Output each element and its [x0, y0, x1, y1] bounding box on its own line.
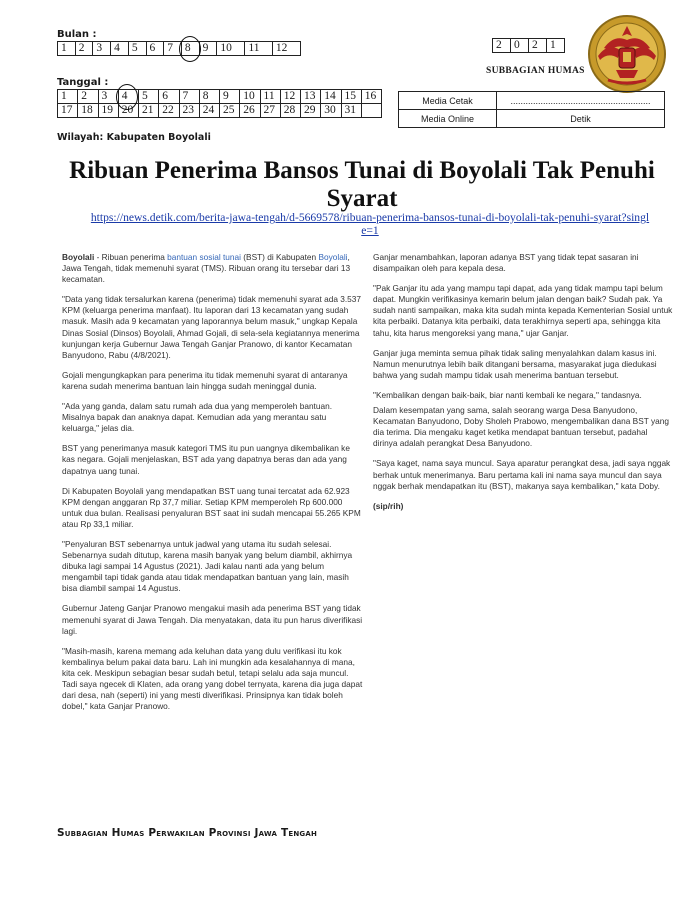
month-value: 4: [114, 42, 120, 54]
footer-text: Subbagian Humas Perwakilan Provinsi Jawa Tengah: [57, 827, 318, 839]
garuda-emblem-icon: [584, 10, 670, 96]
month-cell: [245, 42, 272, 56]
year-digit-value: 0: [514, 39, 520, 51]
date-value: 18: [81, 104, 93, 116]
date-value: 17: [61, 104, 73, 116]
date-cell: [179, 104, 199, 118]
date-value: 11: [263, 90, 275, 102]
subbagian-label: SUBBAGIAN HUMAS: [486, 66, 585, 76]
date-cell: [199, 90, 219, 104]
date-grid: [57, 89, 382, 118]
date-value: 14: [324, 90, 336, 102]
month-value: 7: [167, 42, 173, 54]
date-value: 8: [202, 90, 209, 102]
date-value: 20: [121, 104, 134, 116]
date-cell: [118, 90, 138, 104]
article-paragraph: Dalam kesempatan yang sama, salah seorang warga Desa Banyudono, Kecamatan Banyudono, Doby Sholeh Prabowo, mengembalikan dana BST yang dia terima. Dia mengaku kaget ketika mendapat bantuan tersebut, padahal dirinya adalah perangkat Desa Banyudono.: [373, 405, 669, 449]
date-value: 9: [223, 90, 229, 102]
lead-paragraph: [62, 252, 364, 285]
date-cell: [301, 104, 321, 118]
date-value: 16: [364, 90, 377, 102]
article-paragraph: "Masih-masih, karena memang ada keluhan data yang dulu verifikasi itu kok kembalinya belum pakai data baru. Lah ini mungkin ada kesalahannya di mana, kita cek. Meskipun sebagian besar sudah betul, tetapi selalu ada saja muncul. Tadi saya ngecek di Klaten, ada orang yang dobel ternyata, karena dia juga dapat dari desa, nah (seperti) ini yang mesti diverifikasi. Prinsipnya kan tidak boleh dobel," kata Ganjar Pranowo.: [62, 645, 363, 712]
date-value: 21: [142, 104, 154, 116]
date-cell: [58, 104, 78, 118]
date-cell: [260, 104, 280, 118]
month-value: 2: [78, 42, 85, 54]
date-cell: [98, 104, 118, 118]
year-digit-value: 2: [496, 39, 502, 51]
lead-text-2: (BST) di Kabupaten: [240, 252, 319, 262]
article-paragraph: Gojali mengungkapkan para penerima itu tidak memenuhi syarat di antaranya karena sudah menerima bantuan lain hingga sudah meninggal dunia.: [62, 369, 348, 391]
date-cell: [78, 104, 98, 118]
date-cell: [240, 104, 260, 118]
article-paragraph: Ganjar menambahkan, laporan adanya BST yang tidak tepat sasaran ini disampaikan oleh para kepala desa.: [373, 252, 639, 274]
date-cell: [240, 90, 260, 104]
month-value: 11: [248, 42, 260, 54]
month-cell: [272, 42, 300, 56]
date-cell: [199, 104, 219, 118]
date-value: 5: [142, 90, 148, 102]
article-left-column: [62, 252, 364, 721]
date-value: 12: [283, 90, 296, 102]
article-paragraph: Ganjar juga meminta semua pihak tidak saling menyalahkan dalam kasus ini. Namun menurutnya lebih baik ditangani bersama, masyarakat juga diedukasi bahwa yang sudah mampu tidak usah menerima bantuan tersebut.: [373, 347, 657, 380]
year-digit-cell: [529, 39, 547, 53]
date-cell: [139, 90, 159, 104]
date-cell: [159, 104, 179, 118]
boyolali-link[interactable]: Boyolali: [318, 252, 348, 262]
article-paragraph: BST yang penerimanya masuk kategori TMS itu pun uangnya dikembalikan ke kas negara. Gojali menjelaskan, BST ada yang dapatnya beras dan ada yang dapatnya uang tunai.: [62, 443, 350, 476]
date-cell: [321, 104, 341, 118]
media-table: [398, 91, 665, 128]
month-value: 12: [275, 42, 288, 54]
year-digit-value: 2: [532, 39, 538, 51]
lead-text-3: , Jawa Tengah, tidak memenuhi syarat (TMS). Ribuan orang itu tersebar dari 13 kecamatan.: [62, 252, 351, 285]
signoff: (sip/rih): [373, 500, 404, 511]
month-cell: [93, 42, 111, 56]
date-value: 25: [223, 104, 235, 116]
month-cell: [146, 42, 164, 56]
month-value: 5: [131, 42, 138, 54]
date-value: 24: [202, 104, 215, 116]
month-cell: [75, 42, 93, 56]
dateline: Boyolali: [62, 252, 95, 262]
date-empty-cell: [361, 104, 381, 118]
date-value: 31: [344, 104, 356, 116]
article-paragraph: "Pak Ganjar itu ada yang mampu tapi dapat, ada yang tidak mampu tapi belum dapat. Mungkin verifikasinya kemarin belum jalan dengan baik? Sudah pak. Ya sudah nanti sampaikan, maka kita sudah minta kepada Kementerian Sosial untuk kita perbaiki. Datanya kita perbaiki, data terakhirnya seperti apa, sehingga kita tahu, kita harus mengoreksi yang mana," ujar Ganjar.: [373, 283, 673, 338]
month-cell: [128, 42, 146, 56]
date-value: 2: [81, 90, 87, 102]
month-value: 9: [202, 42, 209, 54]
year-box: [492, 38, 565, 53]
year-digit-cell: [547, 39, 565, 53]
date-cell: [341, 90, 361, 104]
date-cell: [280, 90, 300, 104]
article-paragraph: "Ada yang ganda, dalam satu rumah ada dua yang memperoleh bantuan. Misalnya bapak dan anaknya dapat. Kemudian ada yang merantau satu keluarga," jelas dia.: [62, 401, 333, 434]
date-value: 19: [101, 104, 113, 116]
date-cell: [159, 90, 179, 104]
month-value: 1: [61, 42, 67, 54]
year-digit-cell: [493, 39, 511, 53]
date-cell: [341, 104, 361, 118]
article-url-link[interactable]: https://news.detik.com/berita-jawa-tengah/d-5669578/ribuan-penerima-bansos-tunai-di-boyolali-tak-penuhi-syarat?single=1: [90, 211, 650, 237]
date-value: 6: [162, 90, 168, 102]
article-paragraph: "Data yang tidak tersalurkan karena (penerima) tidak memenuhi syarat ada 3.537 KPM (keluarga penerima manfaat). Itu laporan dari 13 kecamatan yang sudah masuk. Masih ada 9 kecamatan yang laporannya belum masuk," ungkap Kepala Dinas Sosial (Dinsos) Boyolali, Ahmad Gojali, di sela-sela kegiatannya menerima kunjungan kerja Gubernur Jawa Tengah Ganjar Pranowo, di kantor Kecamatan Banyudono, Rabu (4/8/2021).: [62, 294, 362, 360]
date-cell: [260, 90, 280, 104]
article-title: Ribuan Penerima Bansos Tunai di Boyolali Tak Penuhi Syarat: [69, 157, 655, 212]
date-value: 22: [162, 104, 174, 116]
date-value: 10: [243, 90, 255, 102]
lead-text-1: - Ribuan penerima: [94, 252, 168, 262]
date-cell: [280, 104, 300, 118]
media-online-label: Media Online: [399, 110, 497, 128]
year-digit-cell: [511, 39, 529, 53]
date-value: 13: [304, 90, 316, 102]
date-selected-value: 4: [119, 90, 128, 102]
date-value: 23: [182, 104, 194, 116]
month-value: 10: [220, 42, 232, 54]
date-value: 7: [182, 90, 189, 102]
date-cell: [58, 90, 78, 104]
month-grid: [57, 41, 301, 56]
bulan-label: Bulan :: [57, 29, 97, 40]
bst-link[interactable]: bantuan sosial tunai: [167, 252, 241, 262]
date-cell: [220, 104, 240, 118]
date-value: 30: [324, 104, 336, 116]
date-value: 29: [304, 104, 316, 116]
year-digit-value: 1: [550, 39, 556, 51]
date-value: 28: [283, 104, 296, 116]
date-cell: [179, 90, 199, 104]
month-cell: [58, 42, 76, 56]
wilayah-label: Wilayah: Kabupaten Boyolali: [57, 132, 211, 143]
date-cell: [321, 90, 341, 104]
month-cell: [199, 42, 217, 56]
tanggal-label: Tanggal :: [57, 77, 109, 88]
date-cell: [139, 104, 159, 118]
media-cetak-label: Media Cetak: [399, 92, 497, 110]
article-paragraph: "Saya kaget, nama saya muncul. Saya aparatur perangkat desa, jadi saya nggak berhak untuk menerimanya. Baru pertama kali ini nama saya muncul dan saya nggak berhak mendapatkan itu (BST), makanya saya kembalikan," kata Doby.: [373, 458, 671, 491]
date-value: 15: [344, 90, 356, 102]
media-cetak-value: ........................................................: [497, 92, 665, 110]
article-paragraph: Di Kabupaten Boyolali yang mendapatkan BST uang tunai tercatat ada 62.923 KPM dengan anggaran Rp 37,7 miliar. Setiap KPM memperoleh Rp 600.000 untuk dua bulan. Realisasi penyaluran BST saat ini sudah mencapai 55.265 KPM atau Rp 33,1 miliar.: [62, 485, 361, 529]
month-cell: [111, 42, 129, 56]
date-value: 27: [263, 104, 275, 116]
article-paragraph: "Kembalikan dengan baik-baik, biar nanti kembali ke negara," tandasnya.: [373, 389, 642, 400]
date-cell: [301, 90, 321, 104]
date-cell: [361, 90, 381, 104]
date-value: 3: [101, 90, 108, 102]
month-value: 3: [96, 42, 103, 54]
month-cell: [181, 42, 199, 56]
date-cell: [220, 90, 240, 104]
month-value: 6: [149, 42, 156, 54]
date-value: 1: [61, 90, 67, 102]
date-value: 26: [243, 104, 255, 116]
month-selected-value: 8: [182, 42, 191, 54]
article-paragraph: Gubernur Jateng Ganjar Pranowo mengakui masih ada penerima BST yang tidak memenuhi syarat di Jawa Tengah. Dia menyatakan, data itu pun harus diverifikasi lagi.: [62, 603, 363, 636]
article-paragraph: "Penyaluran BST sebenarnya untuk jadwal yang utama itu sudah selesai. Sebenarnya sudah ditutup, karena masih banyak yang belum diambil, akhirnya dibuka lagi sampai 14 Agustus (2021). Jadi kalau nanti ada yang belum mengambil tapi tidak ganda atau tidak mendapatkan bantuan yang lain, masih bisa diambil sampai 14 Agustus.: [62, 538, 353, 594]
media-online-value: Detik: [497, 110, 665, 128]
date-cell: [78, 90, 98, 104]
article-right-column: [373, 252, 673, 521]
month-cell: [217, 42, 245, 56]
